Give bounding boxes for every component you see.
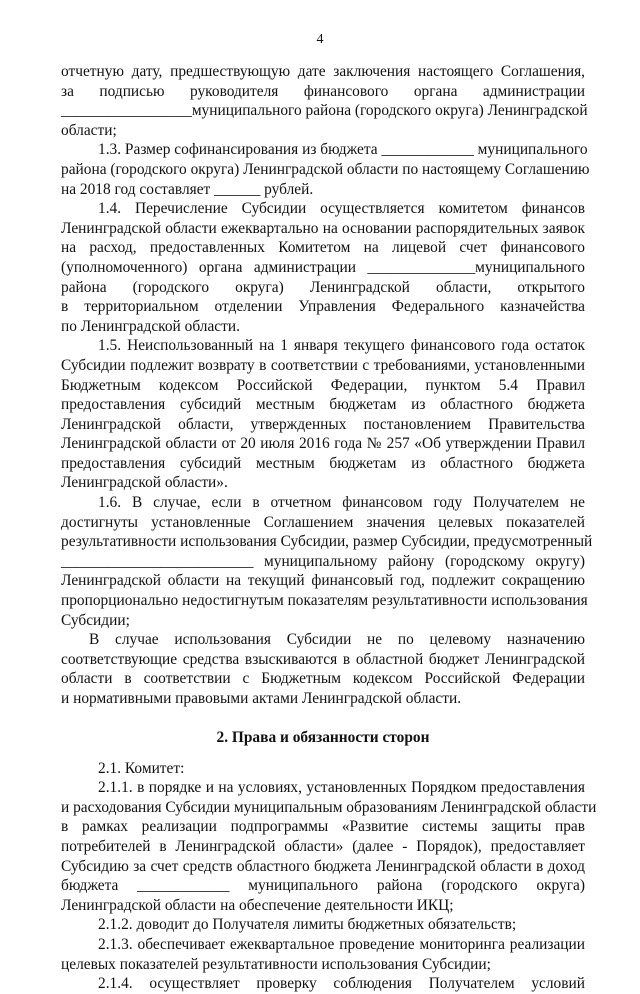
text-line: бюджета ____________ муниципального района (городского округа) [61,877,585,895]
text-line: и расходования Субсидии муниципальным образованиям Ленинградской области [61,798,597,816]
page-number: 4 [316,32,324,47]
text-line: 2.1.2. доводит до Получателя лимиты бюджетных обязательств; [98,916,517,934]
text-line: Ленинградской области на текущий финансовый год, подлежит сокращению [61,572,585,590]
document-body [61,62,597,994]
text-line: Ленинградской области на обеспечение деятельности ИКЦ; [61,896,454,914]
text-line: Ленинградской области, утвержденных постановлением Правительства [61,415,585,433]
text-line: области в соответствии с Бюджетным кодексом Российской Федерации [61,670,585,688]
text-line: Субсидии подлежит возврату в соответствии с требованиями, установленными [61,356,585,374]
text-line: 1.5. Неиспользованный на 1 января текущего финансового года остаток [98,337,585,355]
text-line: 2.1. Комитет: [98,759,185,777]
text-line: 1.4. Перечисление Субсидии осуществляется комитетом финансов [98,200,585,218]
text-line: _________________муниципального района (городского округа) Ленинградской [61,102,588,120]
text-line: Ленинградской области от 20 июля 2016 года № 257 «Об утверждении Правил [61,435,585,453]
text-line: в рамках реализации подпрограммы «Развитие системы защиты прав [61,818,585,836]
text-line: целевых показателей результативности использования Субсидии; [61,955,491,973]
text-line: предоставления субсидий местным бюджетам из областного бюджета [61,396,585,414]
text-line: на 2018 год составляет ______ рублей. [61,180,314,198]
spacer [61,709,585,727]
section-heading: 2. Права и обязанности сторон [216,728,430,746]
text-line: Бюджетным кодексом Российской Федерации, пунктом 5.4 Правил [61,376,585,394]
text-line: 1.3. Размер софинансирования из бюджета ____________ муниципального [98,141,588,159]
spacer [61,749,585,759]
text-line: соответствующие средства взыскиваются в областной бюджет Ленинградской [61,650,585,668]
text-line: района (городского округа) Ленинградской области, открытого [61,278,585,296]
text-line: пропорционально недостигнутым показателям результативности использования [61,592,588,610]
text-line: Ленинградской области ежеквартально на основании распорядительных заявок [61,219,585,237]
text-line: Субсидии; [61,611,130,629]
text-line: достигнуты установленные Соглашением значения целевых показателей [61,513,585,531]
text-line: отчетную дату, предшествующую дате заключения настоящего Соглашения, [61,63,585,80]
text-line: за подписью руководителя финансового органа администрации [61,82,585,100]
text-line: В случае использования Субсидии не по целевому назначению [89,631,585,649]
text-line: результативности использования Субсидии, размер Субсидии, предусмотренный [61,533,593,551]
text-line: по Ленинградской области. [61,317,240,335]
text-line: 2.1.1. в порядке и на условиях, установленных Порядком предоставления [98,779,585,797]
text-line: 2.1.3. обеспечивает ежеквартальное проведение мониторинга реализации [98,935,585,953]
text-line: потребителей в Ленинградской области» (далее - Порядок), предоставляет [61,837,585,855]
text-line: области; [61,121,117,139]
text-line: _________________________ муниципальному району (городскому округу) [61,552,585,570]
text-line: Ленинградской области». [61,474,228,492]
text-line: в территориальном отделении Управления Федерального казначейства [61,298,585,316]
text-line: предоставления субсидий местным бюджетам из областного бюджета [61,454,585,472]
text-line: и нормативными правовыми актами Ленинградской области. [61,690,462,707]
text-line: (уполномоченного) органа администрации ______________муниципального [61,258,585,276]
text-line: 2.1.4. осуществляет проверку соблюдения Получателем условий [98,975,585,993]
text-line: Субсидию за счет средств областного бюджета Ленинградской области в доход [61,857,585,875]
text-line: 1.6. В случае, если в отчетном финансовом году Получателем не [98,494,585,512]
text-line: на расход, предоставленных Комитетом на лицевой счет финансового [61,239,585,257]
text-line: района (городского округа) Ленинградской области по настоящему Соглашению [61,160,590,178]
